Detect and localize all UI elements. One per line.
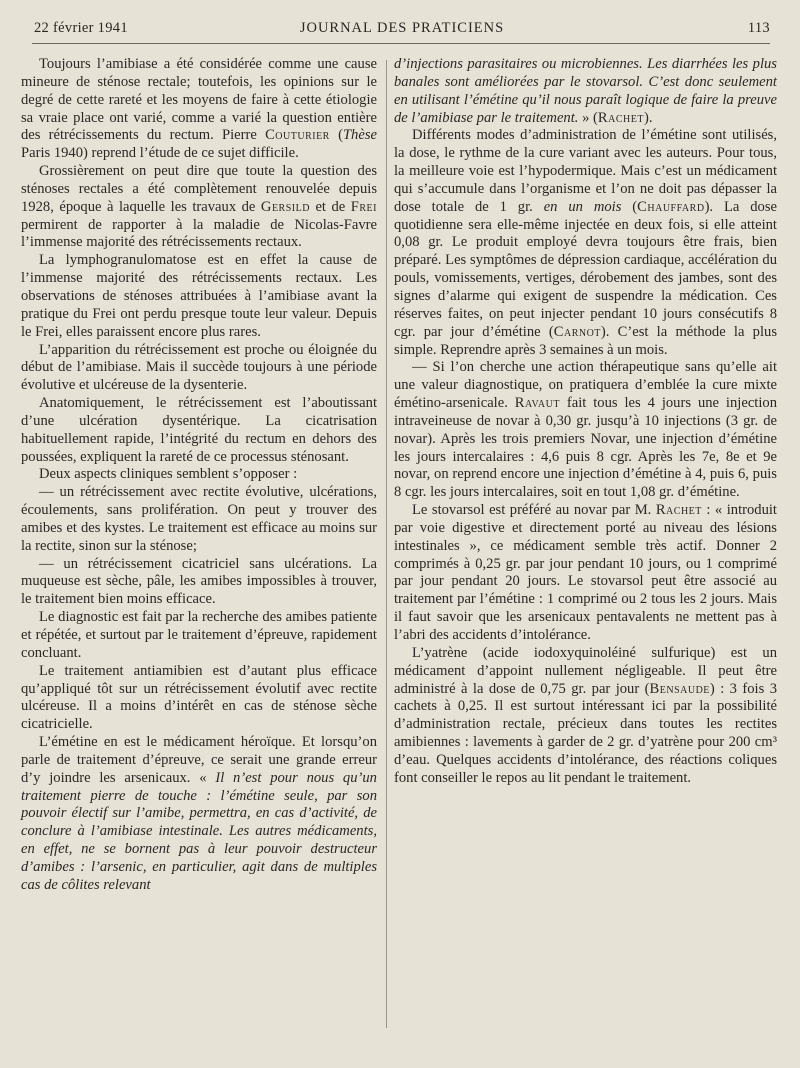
- paragraph: [394, 127, 777, 359]
- author-name: Carnot: [553, 323, 601, 340]
- text-run: (: [329, 127, 343, 144]
- text-run: ).: [643, 109, 653, 126]
- header-rule: [32, 43, 770, 44]
- text-run: (: [621, 198, 638, 215]
- text-run: Anatomiquement, le rétrécissement est l’aboutissant d’une ulcération dysentérique. La cicatrisation habituellement rapide, l’intégrité du rectum en dehors des poussées, expliquent la rareté de ce processus sténosant.: [21, 395, 377, 465]
- text-run: fait tous les 4 jours une injection intraveineuse de novar à 0,30 gr. jusqu’à 10 injections (3 gr. de novar). Après les trois premiers Novar, une injection d’émétine les jours intercalaires : 4,6 puis 8 cgr. Après les 7e, 8e et 9e novar, on reprend encore une injection d’émétine à 4, puis 6, puis 8 cgr. les jours intercalaires, soit en tout 1,08 gr. d’émétine.: [394, 395, 777, 501]
- text-run: Paris 1940) reprend l’étude de ce sujet difficile.: [21, 145, 299, 162]
- text-run: Grossièrement on peut dire que toute la question des sténoses rectales a été complètement renouvelée depuis 1928, époque à laquelle les travaux de: [21, 163, 377, 215]
- author-name: Gersild: [260, 198, 310, 215]
- paragraph: [394, 359, 777, 502]
- text-run: et de: [309, 198, 351, 215]
- left-column: [21, 56, 377, 895]
- italic-text: Thèse: [342, 127, 377, 144]
- paragraph: [394, 56, 777, 127]
- text-run: — Si l’on cherche une action thérapeutique sans qu’elle ait une valeur diagnostique, on pratiquera d’emblée la cure mixte émétino-arsenicale.: [394, 359, 777, 412]
- header-date: 22 février 1941: [34, 20, 128, 36]
- text-run: permirent de rapporter à la maladie de Nicolas-Favre l’immense majorité des rétrécissements rectaux.: [21, 216, 377, 251]
- paragraph: [21, 556, 377, 610]
- right-column: [394, 56, 777, 788]
- author-name: Chauffard: [637, 198, 705, 215]
- text-run: — un rétrécissement avec rectite évolutive, ulcérations, écoulements, sans prolifération. On peut y trouver des amibes et des kystes. Le traitement est efficace au moins sur la rectite, sinon sur la sténose;: [21, 484, 377, 554]
- text-run: La lymphogranulomatose est en effet la cause de l’immense majorité des rétrécissements rectaux. Les observations de sténoses attribuées à l’amibiase avant la pratique du Frei ont perdu presque toute leur valeur. Depuis le Frei, elles paraissent encore plus rares.: [21, 252, 377, 340]
- text-run: L’yatrène (acide iodoxyquinoléiné sulfurique) est un médicament d’appoint nullement négligeable. Il peut être administré à la dose de 0,75 gr. par jour (: [394, 644, 777, 697]
- paragraph: [21, 484, 377, 555]
- author-name: Couturier: [265, 127, 330, 144]
- paragraph: [21, 734, 377, 895]
- text-run: Deux aspects cliniques semblent s’opposer :: [39, 466, 298, 483]
- italic-text: en un mois: [543, 198, 622, 215]
- paragraph: [21, 609, 377, 663]
- paragraph: [21, 395, 377, 466]
- text-run: L’émétine en est le médicament héroïque. Et lorsqu’on parle de traitement d’épreuve, ce serait une grande erreur d’y joindre les arsenicaux. «: [21, 734, 377, 786]
- text-run: ). C’est la méthode la plus simple. Reprendre après 3 semaines à un mois.: [394, 323, 778, 358]
- paragraph: [21, 252, 377, 341]
- column-divider: [386, 60, 387, 1028]
- text-run: L’apparition du rétrécissement est proche ou éloignée du début de l’amibiase. Mais il succède toujours à une période évolutive et ulcéreuse de la dysenterie.: [21, 341, 377, 394]
- header-journal-title: JOURNAL DES PRATICIENS: [299, 20, 505, 36]
- paragraph: [21, 466, 377, 484]
- text-run: Le traitement antiamibien est d’autant plus efficace qu’appliqué tôt sur un rétrécissement évolutif avec rectite ulcéreuse. Il a moins d’intérêt en cas de sténose sèche cicatricielle.: [21, 662, 377, 733]
- author-name: Bensaude: [649, 680, 710, 697]
- italic-text: d’injections parasitaires ou microbiennes. Les diarrhées les plus banales sont améliorées par le stovarsol. C’est donc seulement en utilisant l’émétine qu’il nous paraît logique de faire la preuve de l’amibiase par le traitement.: [394, 56, 777, 126]
- text-run: Le diagnostic est fait par la recherche des amibes patiente et répétée, et surtout par le traitement d’épreuve, rapidement concluant.: [21, 609, 377, 661]
- author-name: Frei: [350, 198, 377, 215]
- italic-text: Il n’est pour nous qu’un traitement pierre de touche : l’émétine seule, par son pouvoir électif sur l’amibe, permettra, en cas d’activité, de conclure à l’amibiase intestinale. Les autres médicaments, en effet, ne se bornent pas à leur pouvoir destructeur d’amibes : l’arsenic, en particulier, agit dans de multiples cas de côlites relevant: [21, 769, 377, 893]
- paragraph: [394, 645, 777, 788]
- paragraph: [21, 163, 377, 252]
- author-name: Rachet: [655, 502, 702, 519]
- text-run: Différents modes d’administration de l’émétine sont utilisés, la dose, le rythme de la cure variant avec les auteurs. Pour tous, la meilleure voie est l’hypodermique. Mais c’est un médicament qui s’accumule dans l’organisme et l’on ne doit pas dépasser la dose totale de 1 gr.: [394, 127, 777, 215]
- paragraph: [21, 663, 377, 734]
- text-run: » (: [578, 109, 598, 126]
- paragraph: [21, 342, 377, 396]
- page-header: [34, 20, 770, 40]
- author-name: Rachet: [597, 109, 644, 126]
- author-name: Ravaut: [514, 395, 560, 412]
- header-page-number: 113: [747, 20, 770, 36]
- text-run: Toujours l’amibiase a été considérée comme une cause mineure de sténose rectale; toutefois, les opinions sur le degré de cette rareté et les moyens de faire à cette étiologie sa vraie place ont varié, comme a varié la question entière des rétrécissements du rectum. Pierre: [21, 56, 377, 144]
- text-run: ) : 3 fois 3 cachets à 0,25. Il est surtout intéressant ici par la possibilité d’administration rectale, précieux dans toutes les rectites amibiennes : lavements à garder de 2 gr. d’yatrène pour 200 cm³ d’eau. Quelques accidents d’intolérance, des réactions coliques font conseiller le repos au lit pendant le traitement.: [394, 680, 777, 786]
- text-run: : « introduit par voie digestive et directement porté au niveau des lésions intestinales », ce médicament semble très actif. Donner 2 comprimés à 0,25 gr. par jour pendant 10 jours, ou 1 comprimé par jour pendant 20 jours. Le stovarsol peut être associé au traitement par l’émétine : 1 comprimé ou 2 tous les 2 jours. Mais il faut savoir que les arsenicaux pentavalents ne mettent pas à l’abri des accidents d’intolérance.: [394, 502, 777, 643]
- text-run: Le stovarsol est préféré au novar par M.: [412, 502, 656, 519]
- text-run: — un rétrécissement cicatriciel sans ulcérations. La muqueuse est sèche, pâle, les amibes impossibles à trouver, le traitement bien moins efficace.: [21, 555, 377, 608]
- text-run: ). La dose quotidienne sera elle-même injectée en deux fois, si elle atteint 0,08 gr. Le produit employé devra toujours être frais, bien préparé. Les symptômes de dépression cardiaque, accélération du pouls, vomissements, vertiges, dérobement des jambes, sont des signes d’alarme qui exigent de suspendre la médication. Ces réserves faites, on peut injecter pendant 10 jours consécutifs 8 cgr. par jour d’émétine (: [394, 198, 777, 340]
- paragraph: [394, 502, 777, 645]
- paragraph: [21, 56, 377, 163]
